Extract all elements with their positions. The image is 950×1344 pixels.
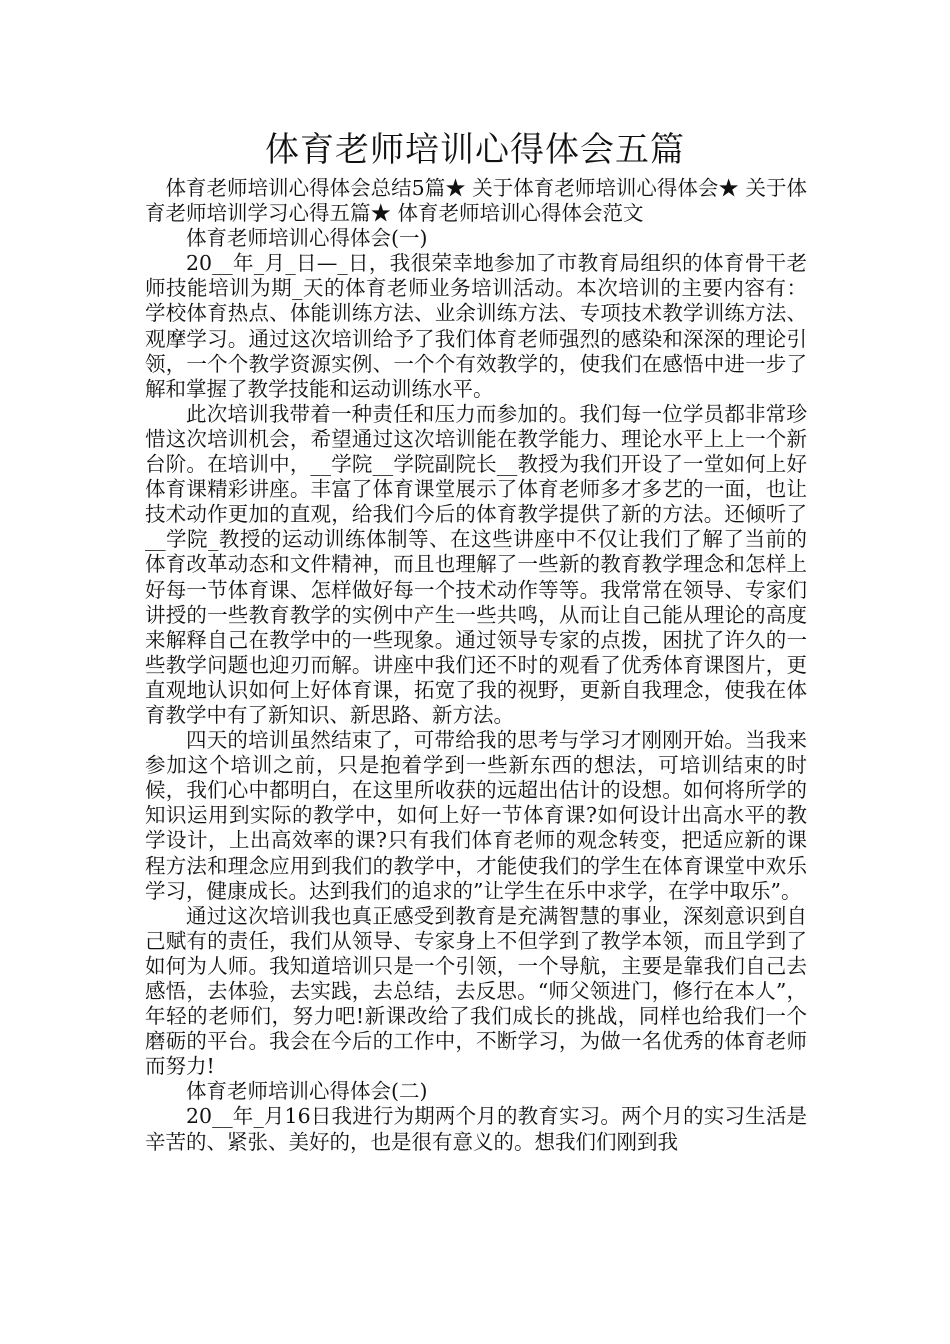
- related-articles-line: 体育老师培训心得体会总结5篇★ 关于体育老师培训心得体会★ 关于体育老师培训学习心得五篇★ 体育老师培训心得体会范文: [145, 176, 807, 226]
- document-body: [145, 176, 807, 1155]
- paragraph: 20__年_月16日我进行为期两个月的教育实习。两个月的实习生活是辛苦的、紧张、美好的，也是很有意义的。想我们们刚到我: [145, 1104, 807, 1154]
- section-heading: 体育老师培训心得体会(二): [186, 1079, 428, 1104]
- paragraph: 20__年_月_日—_日，我很荣幸地参加了市教育局组织的体育骨干老师技能培训为期_天的体育老师业务培训活动。本次培训的主要内容有：学校体育热点、体能训练方法、业余训练方法、专项技术教学训练方法、观摩学习。通过这次培训给予了我们体育老师强烈的感染和深深的理论引领，一个个教学资源实例、一个个有效教学的，使我们在感悟中进一步了解和掌握了教学技能和运动训练水平。: [145, 251, 807, 401]
- section-heading: 体育老师培训心得体会(一): [186, 226, 428, 251]
- document-title: 体育老师培训心得体会五篇: [265, 130, 685, 170]
- paragraph: 此次培训我带着一种责任和压力而参加的。我们每一位学员都非常珍惜这次培训机会，希望通过这次培训能在教学能力、理论水平上上一个新台阶。在培训中，__学院__学院副院长__教授为我们开设了一堂如何上好体育课精彩讲座。丰富了体育课堂展示了体育老师多才多艺的一面，也让技术动作更加的直观，给我们今后的体育教学提供了新的方法。还倾听了__学院_教授的运动训练体制等、在这些讲座中不仅让我们了解了当前的体育改革动态和文件精神，而且也理解了一些新的教育教学理念和怎样上好每一节体育课、怎样做好每一个技术动作等等。我常常在领导、专家们讲授的一些教育教学的实例中产生一些共鸣，从而让自己能从理论的高度来解释自己在教学中的一些现象。通过领导专家的点拨，困扰了许久的一些教学问题也迎刃而解。讲座中我们还不时的观看了优秀体育课图片，更直观地认识如何上好体育课，拓宽了我的视野，更新自我理念，使我在体育教学中有了新知识、新思路、新方法。: [145, 401, 807, 727]
- paragraph: 四天的培训虽然结束了，可带给我的思考与学习才刚刚开始。当我来参加这个培训之前，只是抱着学到一些新东西的想法，可培训结束的时候，我们心中都明白，在这里所收获的远超出估计的设想。如何将所学的知识运用到实际的教学中，如何上好一节体育课?如何设计出高水平的教学设计，上出高效率的课?只有我们体育老师的观念转变，把适应新的课程方法和理念应用到我们的教学中，才能使我们的学生在体育课堂中欢乐学习，健康成长。达到我们的追求的”让学生在乐中求学，在学中取乐”。: [145, 728, 807, 903]
- paragraph: 通过这次培训我也真正感受到教育是充满智慧的事业，深刻意识到自己赋有的责任，我们从领导、专家身上不但学到了教学本领，而且学到了如何为人师。我知道培训只是一个引领，一个导航，主要是靠我们自己去感悟，去体验，去实践，去总结，去反思。“师父领进门，修行在本人”，年轻的老师们，努力吧!新课改给了我们成长的挑战，同样也给我们一个磨砺的平台。我会在今后的工作中，不断学习，为做一名优秀的体育老师而努力!: [145, 903, 807, 1079]
